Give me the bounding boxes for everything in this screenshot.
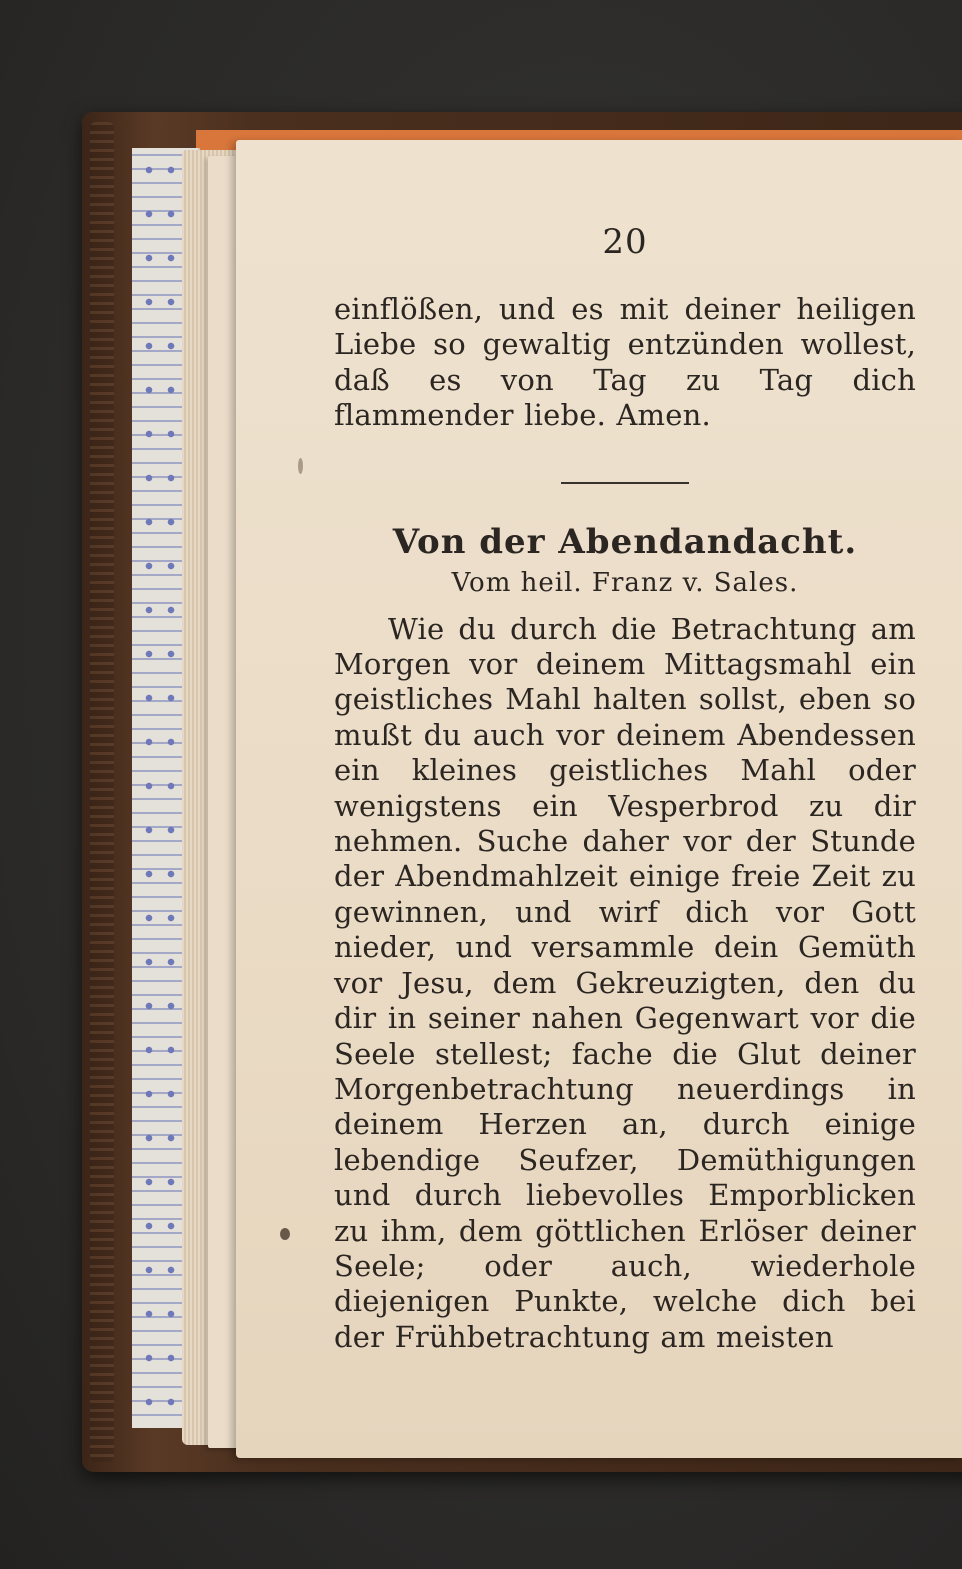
ink-spot — [298, 458, 303, 474]
section-paragraph: Wie du durch die Betrachtung am Morgen vor deinem Mittagsmahl ein geistliches Mahl halten sollst, eben so mußt du auch vor deinem Abendessen ein kleines geistliches Mahl oder wenigstens ein Vesperbrod zu dir nehmen. Suche daher vor der Stunde der Abendmahlzeit einige freie Zeit zu gewinnen, und wirf dich vor Gott nieder, und versammle dein Gemüth vor Jesu, dem Gekreuzigten, den du dir in seiner nahen Gegenwart vor die Seele stellest; fache die Glut deiner Morgenbetrachtung neuerdings in deinem Herzen an, durch einige lebendige Seufzer, Demüthigungen und durch liebevolles Emporblicken zu ihm, dem göttlichen Erlöser deiner Seele; oder auch, wiederhole diejenigen Punkte, welche dich bei der Frühbetrachtung am meisten — [334, 611, 916, 1354]
book-page — [236, 140, 962, 1458]
section-divider — [561, 482, 689, 484]
section-title: Von der Abendandacht. — [392, 521, 858, 562]
page-number: 20 — [602, 222, 648, 262]
continuation-text: einflößen, und es mit deiner heiligen Liebe so gewaltig entzünden wollest, daß es von Tag zu Tag dich flammender liebe. Amen. — [334, 292, 916, 433]
ink-spot — [280, 1228, 290, 1240]
section-author: Vom heil. Franz v. Sales. — [451, 567, 799, 598]
page-content — [334, 222, 916, 1355]
